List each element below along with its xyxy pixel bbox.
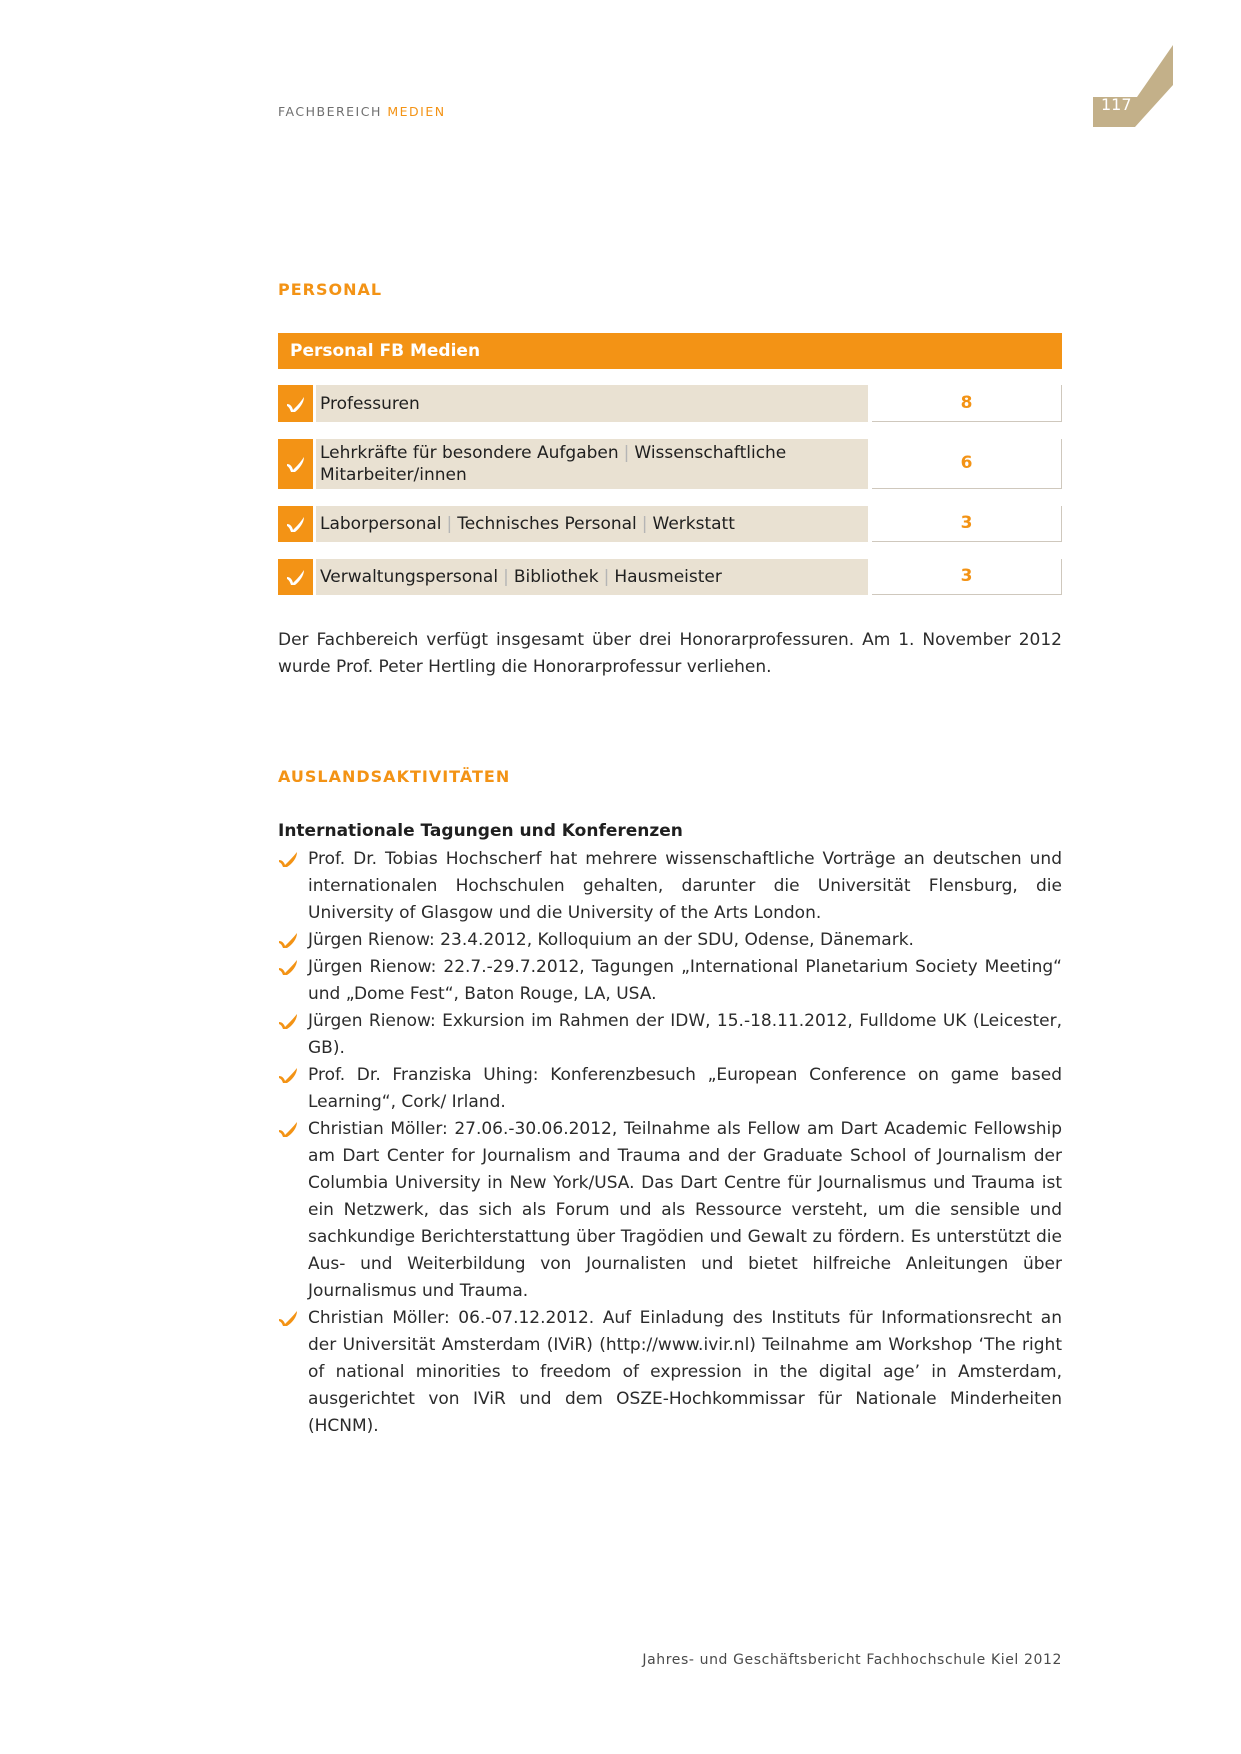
list-item-text: Christian Möller: 06.-07.12.2012. Auf Einladung des Instituts für Informationsrecht an der Universität Amsterdam (IViR) (http://www.ivir.nl) Teilnahme am Workshop ‘The right of national minorities to freedom of expression in the digital age’ in Amsterdam, ausgerichtet von IViR und dem OSZE-Hochkommissar für Nationale Minderheiten (HCNM). <box>308 1308 1062 1436</box>
row-label-part: Technisches Personal <box>457 514 637 534</box>
check-icon <box>286 395 305 413</box>
table-row <box>278 559 1062 595</box>
row-value: 6 <box>872 439 1062 489</box>
row-label-part: Verwaltungspersonal <box>320 567 499 587</box>
row-marker <box>278 439 313 489</box>
activities-list <box>278 846 1062 1440</box>
row-marker <box>278 559 313 595</box>
running-header <box>278 104 446 119</box>
table-row <box>278 439 1062 489</box>
check-icon <box>278 932 298 949</box>
running-footer: Jahres- und Geschäftsbericht Fachhochschule Kiel 2012 <box>642 1652 1062 1668</box>
row-label-part: Hausmeister <box>614 567 722 587</box>
row-label-part: Wissenschaftliche Mitarbeiter/innen <box>320 443 787 485</box>
list-item <box>278 1305 1062 1440</box>
list-item-text: Jürgen Rienow: Exkursion im Rahmen der IDW, 15.-18.11.2012, Fulldome UK (Leicester, GB). <box>308 1011 1062 1058</box>
list-item-text: Jürgen Rienow: 22.7.-29.7.2012, Tagungen „International Planetarium Society Meeting“ und „Dome Fest“, Baton Rouge, LA, USA. <box>308 957 1062 1004</box>
row-label-part: Bibliothek <box>513 567 599 587</box>
row-label-part: Werkstatt <box>652 514 735 534</box>
check-icon <box>278 1013 298 1030</box>
row-value: 3 <box>872 559 1062 595</box>
separator: | <box>623 443 630 463</box>
check-icon <box>278 1310 298 1327</box>
section-title-personal: PERSONAL <box>278 280 383 299</box>
header-subsection: MEDIEN <box>387 104 446 119</box>
separator: | <box>503 567 509 587</box>
list-item-text: Jürgen Rienow: 23.4.2012, Kolloquium an der SDU, Odense, Dänemark. <box>308 930 914 950</box>
row-marker <box>278 506 313 542</box>
table-row <box>278 385 1062 422</box>
list-item <box>278 954 1062 1008</box>
list-item <box>278 1008 1062 1062</box>
row-label <box>316 439 868 489</box>
check-icon <box>278 1121 298 1138</box>
list-item <box>278 927 1062 954</box>
personal-table-title: Personal FB Medien <box>278 333 1062 369</box>
row-label-part: Lehrkräfte für besondere Aufgaben <box>320 443 619 463</box>
check-icon <box>286 455 305 473</box>
list-item <box>278 1116 1062 1305</box>
separator: | <box>446 514 453 534</box>
list-item-text: Prof. Dr. Tobias Hochscherf hat mehrere wissenschaftliche Vorträge an deutschen und internationalen Hochschulen gehalten, darunter die Universität Flensburg, die University of Glasgow und die University of the Arts London. <box>308 849 1062 923</box>
row-value: 8 <box>872 385 1062 422</box>
personal-note: Der Fachbereich verfügt insgesamt über drei Honorarprofessuren. Am 1. November 2012 wurde Prof. Peter Hertling die Honorarprofessur verliehen. <box>278 630 1062 677</box>
page-number-badge <box>1093 45 1173 127</box>
list-item <box>278 846 1062 927</box>
row-label-part: Laborpersonal <box>320 514 442 534</box>
section-title-ausland: AUSLANDSAKTIVITÄTEN <box>278 767 511 786</box>
check-icon <box>278 1067 298 1084</box>
table-row <box>278 506 1062 542</box>
list-item-text: Prof. Dr. Franziska Uhing: Konferenzbesuch „European Conference on game based Learning“, Cork/ Irland. <box>308 1065 1062 1112</box>
check-icon <box>278 959 298 976</box>
row-label <box>316 559 868 595</box>
subsection-title: Internationale Tagungen und Konferenzen <box>278 821 683 841</box>
row-label <box>316 385 868 422</box>
row-marker <box>278 385 313 422</box>
check-icon <box>286 515 305 533</box>
list-item-text: Christian Möller: 27.06.-30.06.2012, Teilnahme als Fellow am Dart Academic Fellowship am Dart Center for Journalism and Trauma and der Graduate School of Journalism der Columbia University in New York/USA. Das Dart Centre für Journalismus und Trauma ist ein Netzwerk, das sich als Forum und als Ressource versteht, um die sensible und sachkundige Berichterstattung über Tragödien und Gewalt zu fördern. Es unterstützt die Aus- und Weiterbildung von Journalisten und bietet hilfreiche Anleitungen über Journalismus und Trauma. <box>308 1119 1062 1301</box>
row-value: 3 <box>872 506 1062 542</box>
list-item <box>278 1062 1062 1116</box>
header-section: FACHBEREICH <box>278 104 382 119</box>
check-icon <box>278 851 298 868</box>
page-number: 117 <box>1101 95 1132 114</box>
row-label <box>316 506 868 542</box>
separator: | <box>603 567 610 587</box>
row-label-part: Professuren <box>320 394 420 414</box>
check-icon <box>286 568 305 586</box>
separator: | <box>641 514 648 534</box>
